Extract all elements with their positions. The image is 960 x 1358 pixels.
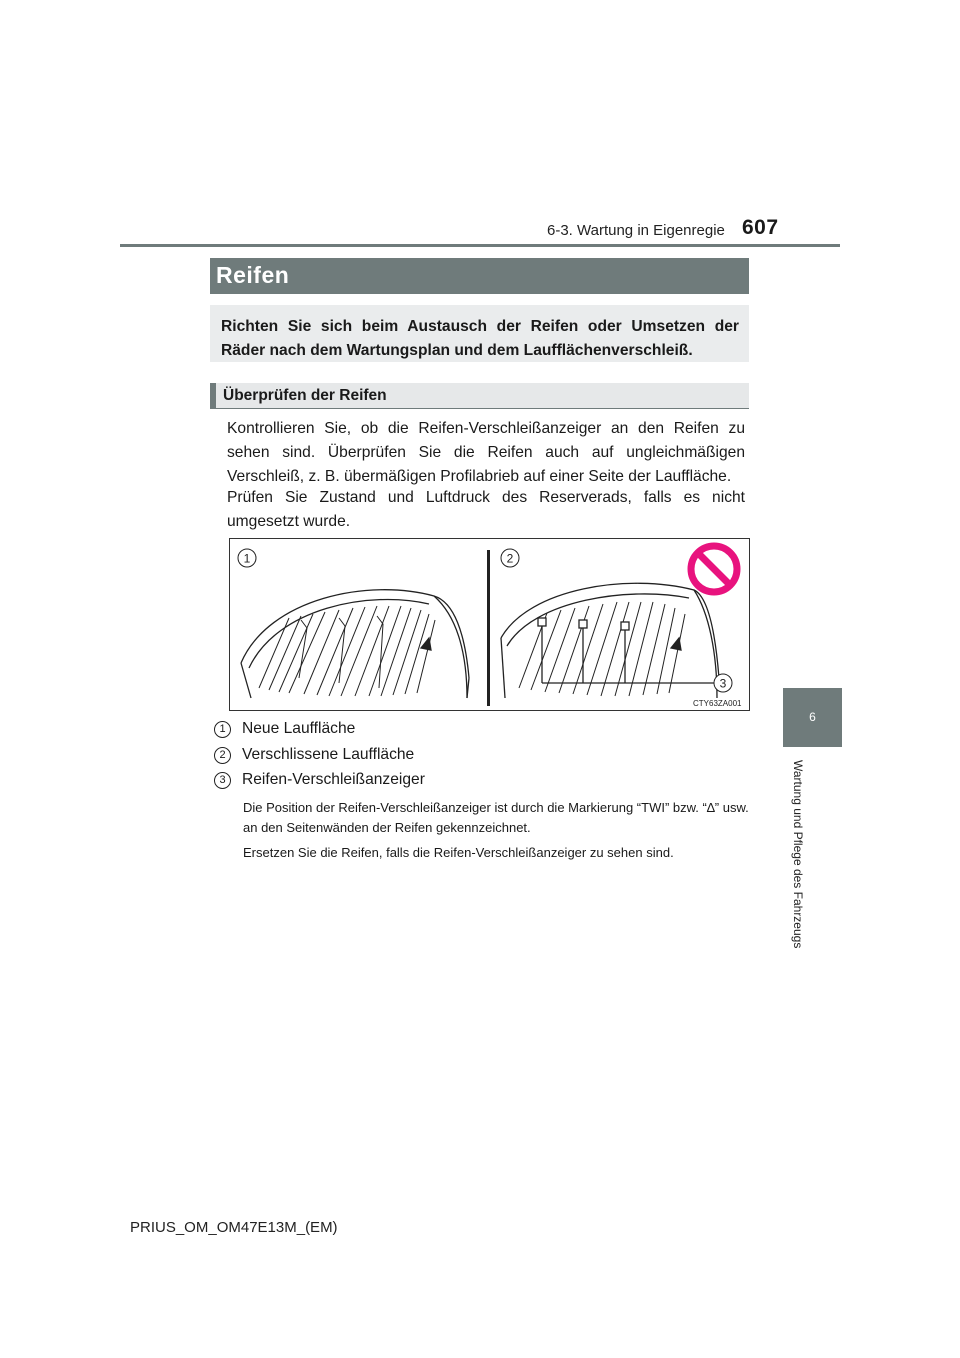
footer-code: PRIUS_OM_OM47E13M_(EM)	[130, 1219, 338, 1236]
figure-code: CTY63ZA001	[693, 699, 742, 708]
svg-text:3: 3	[719, 676, 727, 691]
legend-number: 2	[214, 747, 231, 764]
chapter-tab: 6	[783, 688, 842, 747]
intro-box: Richten Sie sich beim Austausch der Reifen oder Umsetzen der Räder nach dem Wartungsplan und dem Laufflächenverschleiß.	[210, 305, 749, 362]
section-label: 6-3. Wartung in Eigenregie	[547, 222, 725, 239]
page-number: 607	[742, 216, 779, 239]
note-2: Ersetzen Sie die Reifen, falls die Reifen-Verschleißanzeiger zu sehen sind.	[243, 845, 674, 860]
legend-number: 3	[214, 772, 231, 789]
tire-figure	[229, 538, 750, 711]
svg-text:2: 2	[506, 551, 514, 566]
svg-text:1: 1	[243, 551, 251, 566]
header-rule	[120, 244, 840, 247]
chapter-label: Wartung und Pflege des Fahrzeugs	[791, 760, 805, 949]
note-1: Die Position der Reifen-Verschleißanzeiger ist durch die Markierung “TWI” bzw. “∆” usw. an den Seitenwänden der Reifen gekennzeichnet.	[243, 800, 749, 835]
callout-2	[501, 549, 519, 567]
page-title: Reifen	[210, 258, 749, 294]
callout-1	[238, 549, 256, 567]
paragraph-1: Kontrollieren Sie, ob die Reifen-Verschleißanzeiger an den Reifen zu sehen sind. Überprüfen Sie die Reifen auch auf ungleichmäßigen Verschleiß, z. B. übermäßigen Profilabrieb auf einer Seite der Lauffläche.	[227, 420, 745, 485]
legend-number: 1	[214, 721, 231, 738]
subheading: Überprüfen der Reifen	[210, 383, 749, 409]
legend-text: Reifen-Verschleißanzeiger	[242, 771, 425, 788]
paragraph-2: Prüfen Sie Zustand und Luftdruck des Reserverads, falls es nicht umgesetzt wurde.	[227, 489, 745, 530]
legend-text: Neue Lauffläche	[242, 720, 356, 737]
figure-divider	[487, 550, 490, 706]
callout-3	[714, 674, 732, 692]
legend-text: Verschlissene Lauffläche	[242, 746, 415, 763]
